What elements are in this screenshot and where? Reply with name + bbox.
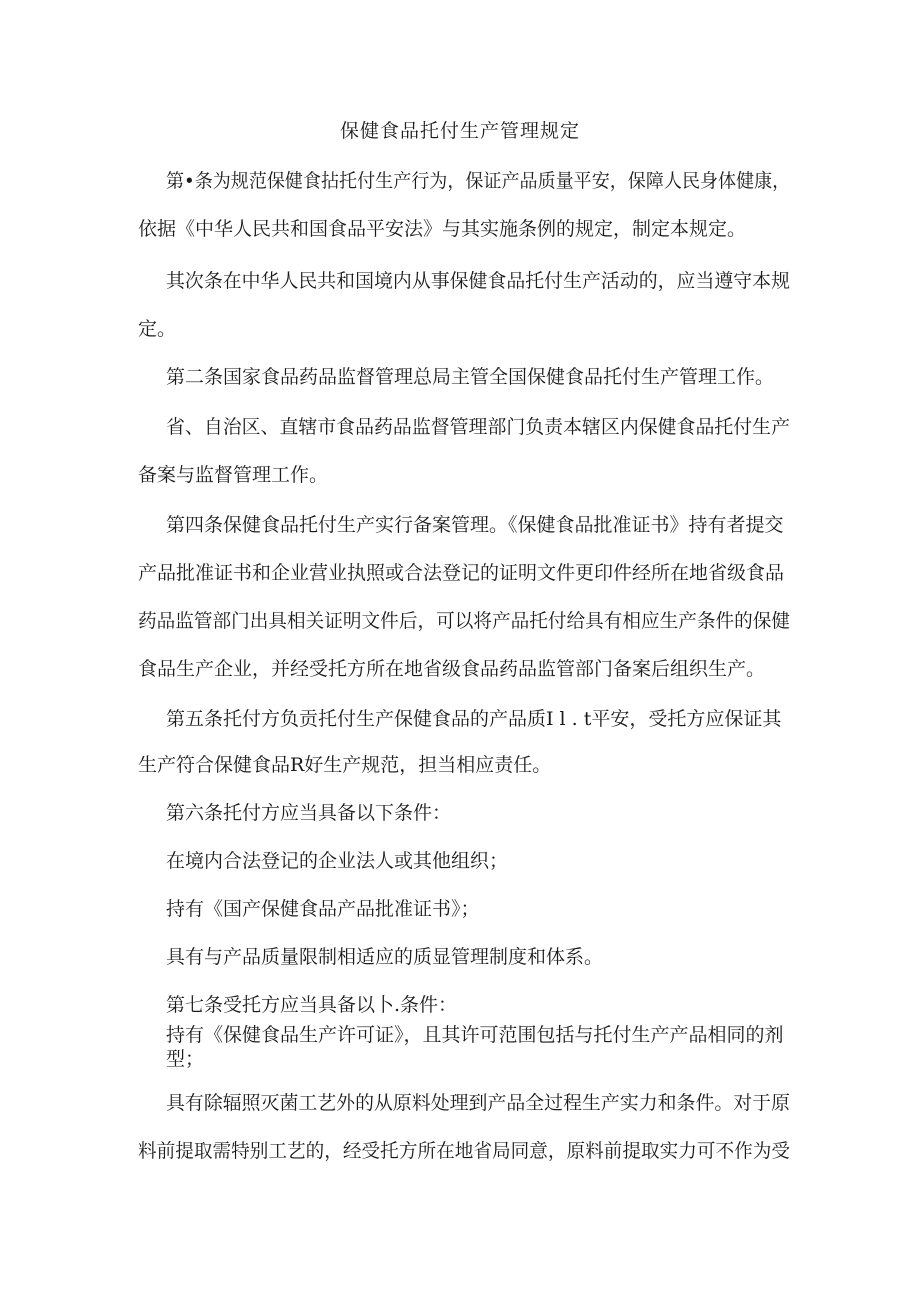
text-line: 第五条托付方负贡托付生产保健食品的产品质I l . t平安，受托方应保证其 (166, 708, 782, 730)
text-line: 食品生产企业，并经受托方所在地省级食品药品监管部门备案后组织生产。 (138, 658, 766, 680)
text-line: 依据《中华人民共和国食品平安法》与其实施条例的规定，制定本规定。 (138, 218, 747, 240)
text-line: 第七条受托方应当具备以卜.条件： (166, 994, 458, 1016)
text-line: 型； (166, 1048, 205, 1070)
text-line: 具有除辐照灭菌工艺外的从原料处理到产品全过程生产实力和条件。对于原 (166, 1092, 791, 1114)
text-line: 第四条保健食品托付生产实行备案管理。《保健食品批准证书》持有者提交 (166, 514, 784, 536)
text-line: 第•条为规范保健食拈托付生产行为，保证产品质量平安，保障人民身体健康， (166, 170, 791, 192)
text-line: 在境内合法登记的企业法人或其他组织； (166, 850, 509, 872)
text-line: 具有与产品质量限制相适应的质显管理制度和体系。 (166, 946, 604, 968)
text-line: 定。 (138, 318, 177, 340)
text-line: 第二条国家食品药品监督管理总局主管全国保健食品托付生产管理工作。 (166, 366, 775, 388)
text-line: 生产符合保健食品R好生产规范，担当相应责任。 (138, 754, 552, 776)
text-line: 持有《国产保健食品产品批准证书》； (166, 898, 480, 920)
text-line: 省、自治区、直辖市食品药品监督管理部门负责本辖区内保健食品托付生产 (166, 416, 791, 438)
document-title: 保健食品托付生产管理规定 (339, 120, 580, 142)
text-line: 第六条托付方应当具备以下条件： (166, 802, 452, 824)
text-line: 料前提取需特别工艺的，经受托方所在地省局同意，原料前提取实力可不作为受 (138, 1140, 791, 1162)
text-line: 其次条在中华人民共和国境内从事保健食品托付生产活动的，应当遵守本规 (166, 270, 791, 292)
text-line: 产品批准证书和企业营业执照或合法登记的证明文件更印件经所在地省级食品 (138, 562, 785, 584)
text-line: 持有《保健食品生产许可证》，且其许可范围包括与托付生产产品相同的剂 (166, 1024, 784, 1046)
text-line: 备案与监督管理工作。 (138, 464, 329, 486)
text-line: 药品监管部门出具相关证明文件后，可以将产品托付给具有相应生产条件的保健 (138, 610, 791, 632)
